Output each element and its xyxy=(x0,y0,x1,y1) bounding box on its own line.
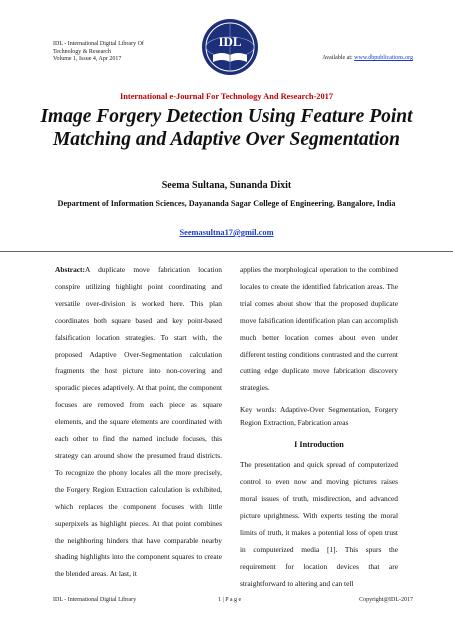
header-right xyxy=(322,55,413,61)
header-volume: Volume 1, Issue 4, Apr 2017 xyxy=(53,56,122,62)
abstract-continuation: applies the morphological operation to the combined locales to create the identified fabrication areas. The trial comes about show that the proposed duplicate move falsification identification plan can accomplish much better location comes about even under different testing conditions contrasted and the current cutting edge duplicate move fabrication discovery strategies. xyxy=(240,265,398,393)
footer-copyright: Copyright@IDL-2017 xyxy=(359,597,413,603)
header-publisher-sub: Technology & Research xyxy=(53,48,111,55)
abstract-paragraph xyxy=(55,262,222,583)
publisher-link[interactable]: www.dbpublications.org xyxy=(354,55,413,61)
paper-title: Image Forgery Detection Using Feature Point Matching and Adaptive Over Segmentation xyxy=(40,106,413,150)
idl-logo xyxy=(201,18,259,76)
section-heading-introduction: I Introduction xyxy=(294,440,344,450)
header-publisher: IDL - International Digital Library Of xyxy=(53,41,144,47)
affiliation: Department of Information Sciences, Dayananda Sagar College of Engineering, Bangalore, India xyxy=(57,199,396,208)
footer-left: IDL - International Digital Library xyxy=(53,597,137,603)
page-number: 1 | P a g e xyxy=(218,597,242,603)
availability-label: Available at: xyxy=(322,55,355,61)
abstract-label: Abstract: xyxy=(55,265,85,274)
authors: Seema Sultana, Sunanda Dixit xyxy=(161,180,292,191)
introduction-text: The presentation and quick spread of computerized control to even now and moving pictures raises moral issues of truth, misdirection, and advanced picture uprightness. With experts testing the moral limits of truth, it makes a potential loss of open trust in computerized media [1]. This spurs the requirement for location devices that are straightforward to altering and can tell xyxy=(240,460,398,588)
right-column xyxy=(240,262,398,592)
svg-text:IDL: IDL xyxy=(218,34,242,49)
journal-line: International e-Journal For Technology And Research-2017 xyxy=(119,92,334,101)
header-divider xyxy=(0,251,453,252)
keywords: Key words: Adaptive-Over Segmentation, Forgery Region Extraction, Fabrication areas xyxy=(240,405,398,428)
header-left xyxy=(53,41,203,64)
author-email-link[interactable]: Seemasultna17@gmil.com xyxy=(179,228,274,237)
abstract-text: A duplicate move fabrication location conspire utilizing highlight point coordinating and versatile over-division is worked here. This plan coordinates both square based and key point-based falsification location strategies. To start with, the proposed Adaptive Over-Segmentation calculation fragments the host picture into non-covering and sporadic pieces adaptively. At that point, the component focuses are removed from each piece as square elements, and the square elements are coordinated with each other to find the named include focuses, this strategy can around show the presumed fraud districts. To recognize the phony locales all the more precisely, the Forgery Region Extraction calculation is exhibited, which replaces the component focuses with little superpixels as highlight pieces. At that point combines the neighboring hinders that have comparable nearby shading highlights into the component squares to create the blended areas. At last, it xyxy=(55,265,222,579)
left-column xyxy=(55,262,222,583)
